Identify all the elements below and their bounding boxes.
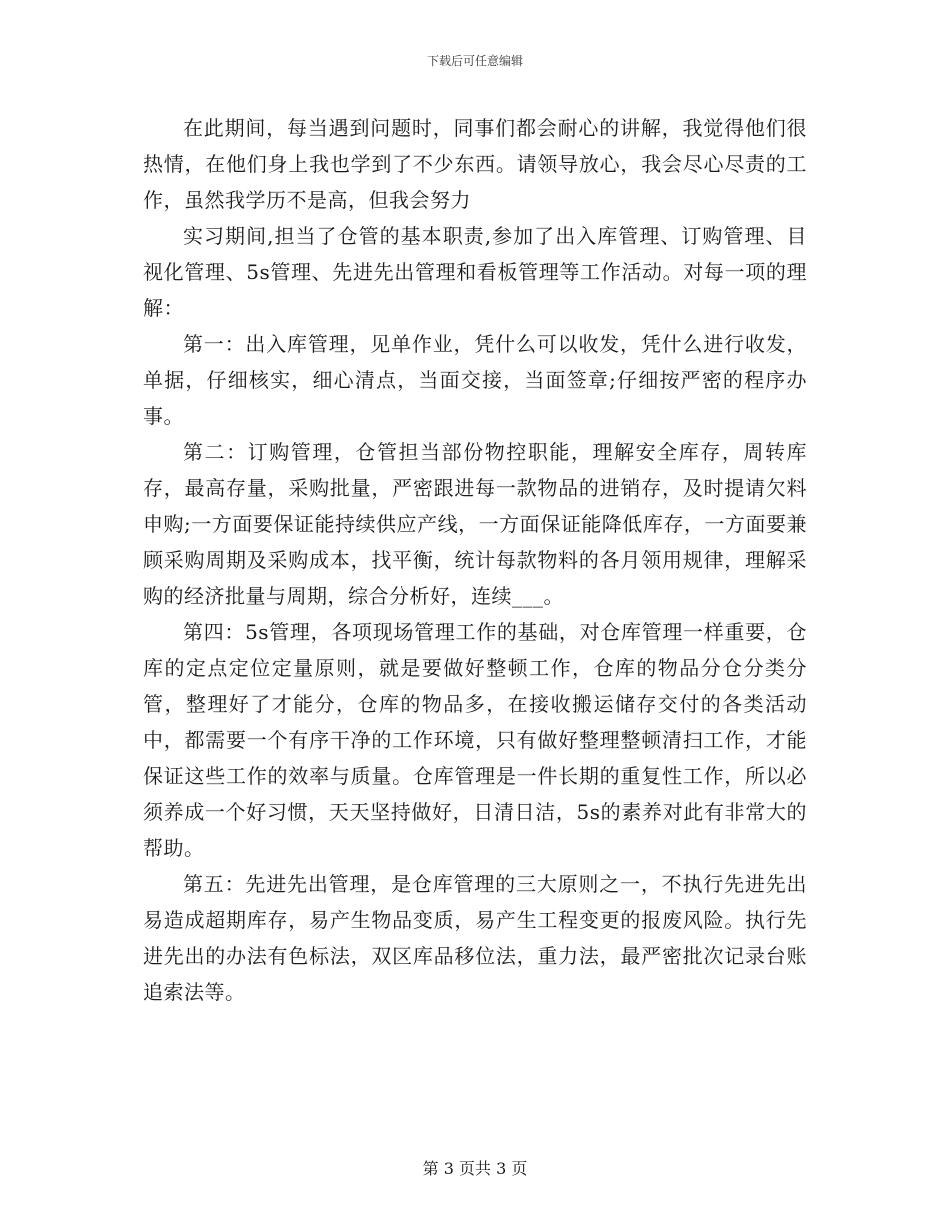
- paragraph-6: 第五：先进先出管理，是仓库管理的三大原则之一，不执行先进先出易造成超期库存，易产生物品变质，易产生工程变更的报废风险。执行先进先出的办法有色标法，双区库品移位法，重力法，最严密批次记录台账追索法等。: [143, 872, 807, 1004]
- paragraph-4: 第二：订购管理，仓管担当部份物控职能，理解安全库存，周转库存，最高存量，采购批量，严密跟进每一款物品的进销存，及时提请欠料申购;一方面要保证能持续供应产线，一方面保证能降低库存，一方面要兼顾采购周期及采购成本，找平衡，统计每款物料的各月领用规律，理解采购的经济批量与周期，综合分析好，连续___。: [143, 440, 807, 608]
- paragraph-2: 实习期间,担当了仓管的基本职责,参加了出入库管理、订购管理、目视化管理、5s管理、先进先出管理和看板管理等工作活动。对每一项的理解：: [143, 224, 807, 320]
- page-header-note: 下载后可任意编辑: [426, 54, 523, 68]
- paragraph-1: 在此期间，每当遇到问题时，同事们都会耐心的讲解，我觉得他们很热情，在他们身上我也学到了不少东西。请领导放心，我会尽心尽责的工作，虽然我学历不是高，但我会努力: [143, 116, 807, 212]
- paragraph-5: 第四：5s管理，各项现场管理工作的基础，对仓库管理一样重要，仓库的定点定位定量原则，就是要做好整顿工作，仓库的物品分仓分类分管，整理好了才能分，仓库的物品多，在接收搬运储存交付的各类活动中，都需要一个有序干净的工作环境，只有做好整理整顿清扫工作，才能保证这些工作的效率与质量。仓库管理是一件长期的重复性工作，所以必须养成一个好习惯，天天坚持做好，日清日洁，5s的素养对此有非常大的帮助。: [143, 620, 807, 860]
- paragraph-3: 第一：出入库管理，见单作业，凭什么可以收发，凭什么进行收发，单据，仔细核实，细心清点，当面交接，当面签章;仔细按严密的程序办事。: [143, 332, 807, 428]
- document-body: [143, 110, 807, 1010]
- page-footer-number: 第 3 页共 3 页: [422, 1159, 528, 1178]
